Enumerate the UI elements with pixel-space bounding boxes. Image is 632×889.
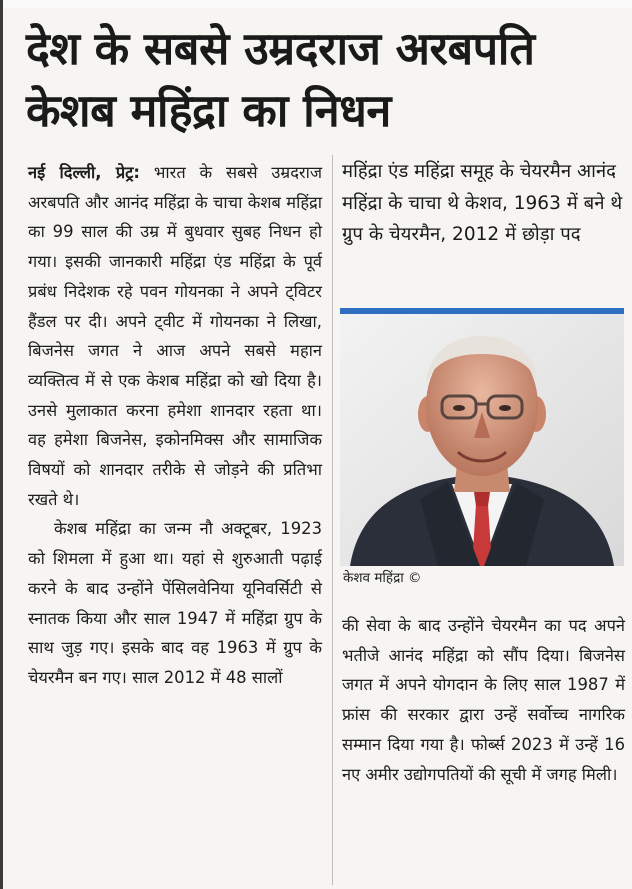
photo-caption: केशव महिंद्रा © [343,570,422,586]
top-margin [0,0,632,8]
portrait-photo [340,308,624,566]
article-paragraph-1 [28,158,322,514]
article-paragraph-2: केशब महिंद्रा का जन्म नौ अक्टूबर, 1923 को शिमला में हुआ था। यहां से शुरुआती पढ़ाई करने के बाद उन्होंने पेंसिलवेनिया यूनिवर्सिटी से स्नातक किया और साल 1947 में महिंद्रा ग्रुप के साथ जुड़ गए। इसके बाद वह 1963 में ग्रुप के चेयरमैन बन गए। साल 2012 में 48 सालों [28,519,322,687]
paragraph-1-text: भारत के सबसे उम्रदराज अरबपति और आनंद महिंद्रा के चाचा केशब महिंद्रा का 99 साल की उम्र में बुधवार सुबह निधन हो गया। इसकी जानकारी महिंद्रा एंड महिंद्रा के पूर्व प्रबंध निदेशक रहे पवन गोयनका ने अपने ट्विटर हैंडल पर दी। अपने ट्वीट में गोयनका ने लिखा, बिजनेस जगत ने आज अपने सबसे महान व्यक्तित्व में से एक केशब महिंद्रा को खो दिया है। उनसे मुलाकात करना हमेशा शानदार रहता था। वह हमेशा बिजनेस, इकोनमिक्स और सामाजिक विषयों को शानदार तरीके से जोड़ने की प्रतिभा रखते थे। [28,163,323,509]
clipping-left-edge [0,0,3,889]
portrait-illustration [340,314,624,566]
subheadline: महिंद्रा एंड महिंद्रा समूह के चेयरमैन आनंद महिंद्रा के चाचा थे केशव, 1963 में बने थे ग्रुप के चेयरमैन, 2012 में छोड़ा पद [342,161,623,245]
dateline: नई दिल्ली, प्रेट्र: [28,163,140,182]
column-divider [332,155,333,885]
headline: देश के सबसे उम्रदराज अरबपति केशब महिंद्रा का निधन [26,22,535,137]
article-paragraph-3: की सेवा के बाद उन्होंने चेयरमैन का पद अपने भतीजे आनंद महिंद्रा को सौंप दिया। बिजनेस जगत में अपने योगदान के लिए साल 1987 में फ्रांस की सरकार द्वारा उन्हें सर्वोच्च नागरिक सम्मान दिया गया है। फोर्ब्स 2023 में उन्हें 16 नए अमीर उद्योगपतियों की सूची में जगह मिली। [342,616,625,784]
article-column-right [342,611,625,789]
article-column-left [28,158,322,693]
